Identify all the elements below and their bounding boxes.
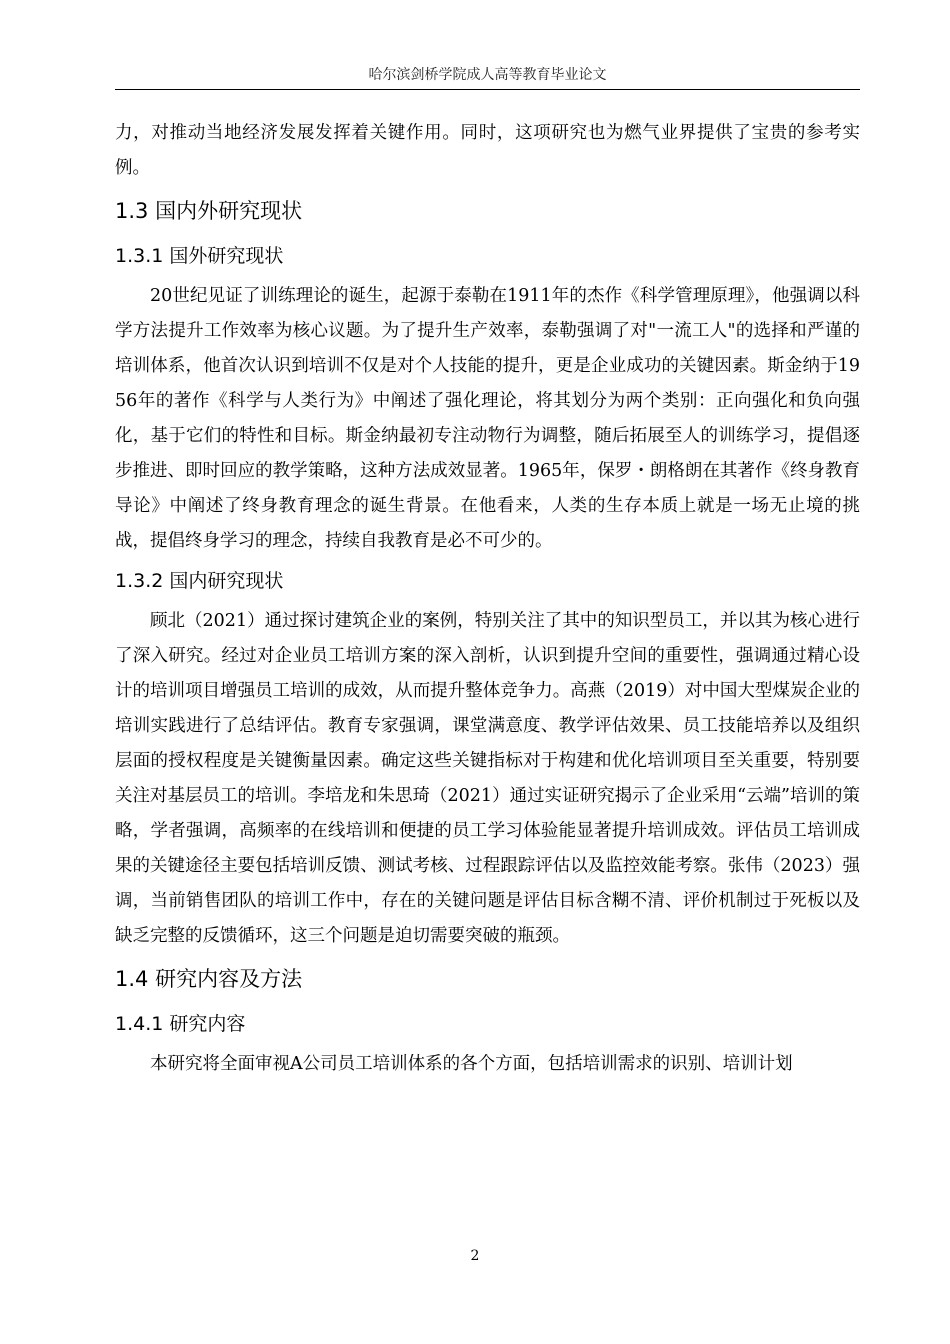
page-body xyxy=(115,116,860,1082)
paragraph-continuation: 力，对推动当地经济发展发挥着关键作用。同时，这项研究也为燃气业界提供了宝贵的参考实例。 xyxy=(115,123,860,178)
section-heading-1-4: 1.4 研究内容及方法 xyxy=(115,967,303,991)
paragraph-foreign-research: 20世纪见证了训练理论的诞生，起源于泰勒在1911年的杰作《科学管理原理》，他强调以科学方法提升工作效率为核心议题。为了提升生产效率，泰勒强调了对"一流工人"的选择和严谨的培训体系，他首次认识到培训不仅是对个人技能的提升，更是企业成功的关键因素。斯金纳于1956年的著作《科学与人类行为》中阐述了强化理论，将其划分为两个类别：正向强化和负向强化，基于它们的特性和目标。斯金纳最初专注动物行为调整，随后拓展至人的训练学习，提倡逐步推进、即时回应的教学策略，这种方法成效显著。1965年，保罗・朗格朗在其著作《终身教育导论》中阐述了终身教育理念的诞生背景。在他看来，人类的生存本质上就是一场无止境的挑战，提倡终身学习的理念，持续自我教育是必不可少的。 xyxy=(115,286,860,551)
paragraph-research-content: 本研究将全面审视A公司员工培训体系的各个方面，包括培训需求的识别、培训计划 xyxy=(150,1054,793,1074)
section-heading-1-3: 1.3 国内外研究现状 xyxy=(115,199,303,223)
header-divider xyxy=(115,89,860,90)
subsection-heading-1-4-1: 1.4.1 研究内容 xyxy=(115,1013,246,1035)
page-header: 哈尔滨剑桥学院成人高等教育毕业论文 xyxy=(368,67,607,83)
subsection-heading-1-3-1: 1.3.1 国外研究现状 xyxy=(115,245,284,267)
subsection-heading-1-3-2: 1.3.2 国内研究现状 xyxy=(115,570,284,592)
page-number: 2 xyxy=(470,1248,480,1264)
paragraph-domestic-research: 顾北（2021）通过探讨建筑企业的案例，特别关注了其中的知识型员工，并以其为核心进行了深入研究。经过对企业员工培训方案的深入剖析，认识到提升空间的重要性，强调通过精心设计的培训项目增强员工培训的成效，从而提升整体竞争力。高燕（2019）对中国大型煤炭企业的培训实践进行了总结评估。教育专家强调，课堂满意度、教学评估效果、员工技能培养以及组织层面的授权程度是关键衡量因素。确定这些关键指标对于构建和优化培训项目至关重要，特别要关注对基层员工的培训。李培龙和朱思琦（2021）通过实证研究揭示了企业采用“云端”培训的策略，学者强调，高频率的在线培训和便捷的员工学习体验能显著提升培训成效。评估员工培训成果的关键途径主要包括培训反馈、测试考核、过程跟踪评估以及监控效能考察。张伟（2023）强调，当前销售团队的培训工作中，存在的关键问题是评估目标含糊不清、评价机制过于死板以及缺乏完整的反馈循环，这三个问题是迫切需要突破的瓶颈。 xyxy=(115,611,860,946)
